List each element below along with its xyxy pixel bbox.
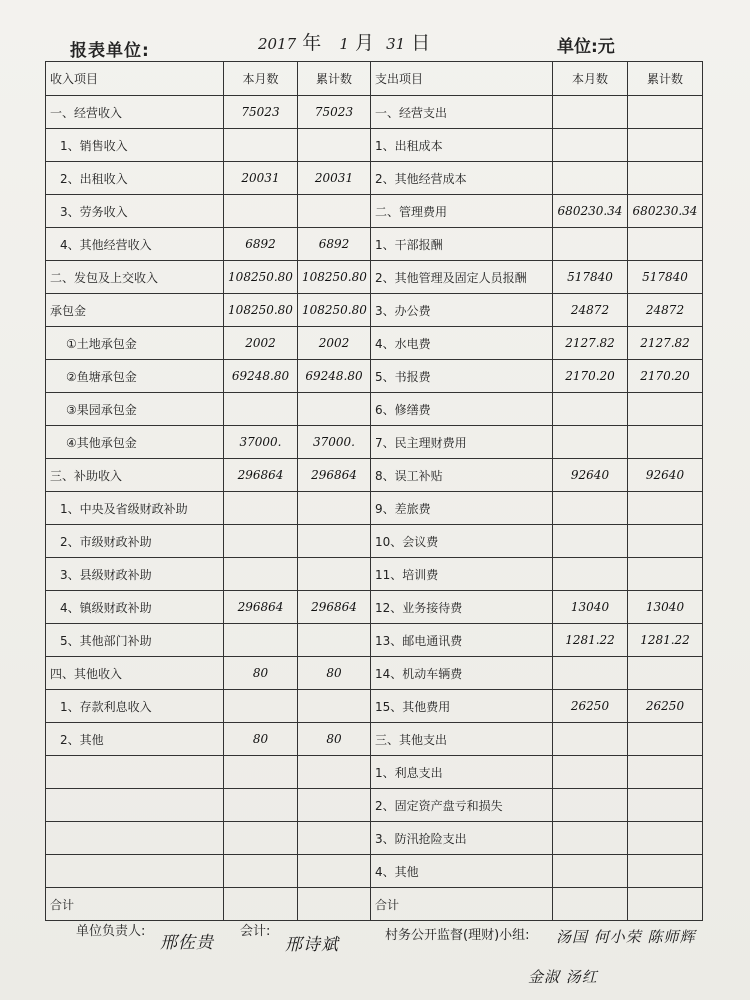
expense-cumulative-cell: 517840: [628, 261, 703, 294]
income-item-cell: ④其他承包金: [46, 426, 224, 459]
income-item-cell: 四、其他收入: [46, 657, 224, 690]
expense-cumulative-cell: [628, 756, 703, 789]
expense-month-cell: [553, 789, 628, 822]
table-row: [46, 393, 703, 426]
expense-item-cell: 2、其他管理及固定人员报酬: [371, 261, 553, 294]
expense-item-cell: 一、经营支出: [371, 96, 553, 129]
income-cumulative-cell: [298, 492, 371, 525]
table-row: [46, 327, 703, 360]
expense-item-cell: 7、民主理财费用: [371, 426, 553, 459]
income-cumulative-cell: 80: [298, 723, 371, 756]
income-item-cell: 1、中央及省级财政补助: [46, 492, 224, 525]
expense-month-cell: [553, 96, 628, 129]
expense-cumulative-cell: [628, 657, 703, 690]
header-cumulative-2: 累计数: [628, 62, 703, 96]
expense-month-cell: [553, 558, 628, 591]
income-cumulative-cell: 6892: [298, 228, 371, 261]
supervision-label: 村务公开监督(理财)小组:: [385, 928, 530, 943]
expense-item-cell: 15、其他费用: [371, 690, 553, 723]
income-month-cell: [224, 789, 298, 822]
expense-month-cell: [553, 855, 628, 888]
table-row: [46, 822, 703, 855]
expense-item-cell: 14、机动车辆费: [371, 657, 553, 690]
income-month-cell: 75023: [224, 96, 298, 129]
report-unit-label: 报表单位:: [70, 41, 150, 61]
income-item-cell: 2、市级财政补助: [46, 525, 224, 558]
expense-month-cell: 24872: [553, 294, 628, 327]
report-date: [258, 28, 430, 55]
year-handwritten: 2017: [258, 35, 297, 53]
income-item-cell: 三、补助收入: [46, 459, 224, 492]
expense-cumulative-cell: [628, 855, 703, 888]
income-month-cell: [224, 393, 298, 426]
income-month-cell: 6892: [224, 228, 298, 261]
income-month-cell: 2002: [224, 327, 298, 360]
income-cumulative-cell: [298, 195, 371, 228]
income-month-cell: 20031: [224, 162, 298, 195]
table-row: [46, 360, 703, 393]
income-cumulative-cell: 37000.: [298, 426, 371, 459]
expense-cumulative-cell: [628, 789, 703, 822]
expense-month-cell: 680230.34: [553, 195, 628, 228]
table-row: [46, 426, 703, 459]
table-row: [46, 591, 703, 624]
expense-cumulative-cell: [628, 492, 703, 525]
expense-month-cell: [553, 822, 628, 855]
income-cumulative-cell: 2002: [298, 327, 371, 360]
income-cumulative-cell: [298, 822, 371, 855]
income-cumulative-cell: [298, 558, 371, 591]
supervision-signatures-2: 金淑 汤红: [528, 968, 598, 986]
income-month-cell: 296864: [224, 459, 298, 492]
expense-cumulative-cell: 24872: [628, 294, 703, 327]
expense-month-cell: 2170.20: [553, 360, 628, 393]
income-month-cell: 108250.80: [224, 294, 298, 327]
expense-month-cell: 26250: [553, 690, 628, 723]
income-month-cell: [224, 558, 298, 591]
income-month-cell: 69248.80: [224, 360, 298, 393]
table-row: [46, 162, 703, 195]
accountant-label: 会计:: [240, 924, 271, 939]
header-month: 本月数: [224, 62, 298, 96]
income-item-cell: 1、销售收入: [46, 129, 224, 162]
expense-item-cell: 11、培训费: [371, 558, 553, 591]
table-row: [46, 261, 703, 294]
expense-item-cell: 1、出租成本: [371, 129, 553, 162]
income-item-cell: [46, 855, 224, 888]
expense-cumulative-cell: 92640: [628, 459, 703, 492]
income-month-cell: 80: [224, 723, 298, 756]
table-row: [46, 789, 703, 822]
income-item-cell: 一、经营收入: [46, 96, 224, 129]
table-row: [46, 228, 703, 261]
income-item-cell: ①土地承包金: [46, 327, 224, 360]
day-handwritten: 31: [386, 35, 406, 53]
expense-month-cell: [553, 723, 628, 756]
table-row: [46, 294, 703, 327]
expense-month-cell: [553, 426, 628, 459]
expense-cumulative-cell: [628, 822, 703, 855]
expense-month-cell: [553, 492, 628, 525]
income-item-cell: 二、发包及上交收入: [46, 261, 224, 294]
income-item-cell: 3、县级财政补助: [46, 558, 224, 591]
table-row: [46, 624, 703, 657]
table-body: [46, 96, 703, 921]
expense-item-cell: 3、防汛抢险支出: [371, 822, 553, 855]
income-item-cell: [46, 756, 224, 789]
expense-month-cell: [553, 756, 628, 789]
accountant-signature: 邢诗斌: [285, 935, 339, 955]
expense-item-cell: 三、其他支出: [371, 723, 553, 756]
table-row: [46, 492, 703, 525]
expense-cumulative-cell: 680230.34: [628, 195, 703, 228]
income-item-cell: 2、其他: [46, 723, 224, 756]
income-cumulative-cell: 296864: [298, 591, 371, 624]
month-char: 月: [354, 32, 374, 54]
expense-cumulative-cell: [628, 129, 703, 162]
income-month-cell: 296864: [224, 591, 298, 624]
expense-item-cell: 6、修缮费: [371, 393, 553, 426]
income-item-cell: [46, 822, 224, 855]
income-expense-table: [45, 61, 703, 921]
expense-item-cell: 12、业务接待费: [371, 591, 553, 624]
expense-cumulative-cell: [628, 393, 703, 426]
income-month-cell: 80: [224, 657, 298, 690]
signature-block: [0, 916, 750, 1000]
income-cumulative-cell: 108250.80: [298, 261, 371, 294]
expense-cumulative-cell: 13040: [628, 591, 703, 624]
income-month-cell: [224, 525, 298, 558]
expense-item-cell: 二、管理费用: [371, 195, 553, 228]
income-month-cell: [224, 690, 298, 723]
table-row: [46, 558, 703, 591]
income-cumulative-cell: [298, 624, 371, 657]
expense-item-cell: 合计: [371, 888, 553, 921]
income-cumulative-cell: 20031: [298, 162, 371, 195]
income-cumulative-cell: [298, 393, 371, 426]
income-cumulative-cell: [298, 789, 371, 822]
table-row: [46, 855, 703, 888]
expense-item-cell: 2、其他经营成本: [371, 162, 553, 195]
income-month-cell: [224, 624, 298, 657]
expense-item-cell: 1、干部报酬: [371, 228, 553, 261]
income-cumulative-cell: 75023: [298, 96, 371, 129]
expense-item-cell: 3、办公费: [371, 294, 553, 327]
income-month-cell: 108250.80: [224, 261, 298, 294]
income-item-cell: 5、其他部门补助: [46, 624, 224, 657]
expense-cumulative-cell: [628, 558, 703, 591]
income-item-cell: 1、存款利息收入: [46, 690, 224, 723]
expense-cumulative-cell: [628, 723, 703, 756]
header-income-item: 收入项目: [46, 62, 224, 96]
income-cumulative-cell: 80: [298, 657, 371, 690]
income-cumulative-cell: [298, 129, 371, 162]
table-row: [46, 690, 703, 723]
income-month-cell: [224, 756, 298, 789]
income-item-cell: 合计: [46, 888, 224, 921]
income-cumulative-cell: [298, 525, 371, 558]
income-item-cell: ②鱼塘承包金: [46, 360, 224, 393]
expense-item-cell: 10、会议费: [371, 525, 553, 558]
income-item-cell: [46, 789, 224, 822]
income-item-cell: 3、劳务收入: [46, 195, 224, 228]
expense-item-cell: 1、利息支出: [371, 756, 553, 789]
report-header: [0, 28, 750, 62]
table-row: [46, 195, 703, 228]
expense-item-cell: 4、水电费: [371, 327, 553, 360]
expense-cumulative-cell: [628, 426, 703, 459]
expense-cumulative-cell: [628, 162, 703, 195]
day-char: 日: [411, 32, 431, 54]
income-month-cell: [224, 492, 298, 525]
expense-month-cell: [553, 525, 628, 558]
income-month-cell: [224, 195, 298, 228]
expense-item-cell: 8、误工补贴: [371, 459, 553, 492]
income-month-cell: 37000.: [224, 426, 298, 459]
table-row: [46, 459, 703, 492]
month-handwritten: 1: [339, 35, 349, 53]
expense-item-cell: 4、其他: [371, 855, 553, 888]
expense-cumulative-cell: 1281.22: [628, 624, 703, 657]
income-cumulative-cell: 69248.80: [298, 360, 371, 393]
expense-month-cell: 1281.22: [553, 624, 628, 657]
income-cumulative-cell: [298, 690, 371, 723]
header-month-2: 本月数: [553, 62, 628, 96]
leader-signature: 邢佐贵: [160, 933, 214, 953]
table-row: [46, 756, 703, 789]
table-row: [46, 525, 703, 558]
expense-month-cell: [553, 129, 628, 162]
expense-cumulative-cell: [628, 228, 703, 261]
income-month-cell: [224, 822, 298, 855]
income-item-cell: 2、出租收入: [46, 162, 224, 195]
year-char: 年: [302, 32, 322, 54]
expense-item-cell: 2、固定资产盘亏和损失: [371, 789, 553, 822]
expense-month-cell: [553, 228, 628, 261]
supervision-signatures-1: 汤国 何小荣 陈师辉: [556, 928, 696, 946]
income-item-cell: 4、镇级财政补助: [46, 591, 224, 624]
table-row: [46, 96, 703, 129]
expense-item-cell: 13、邮电通讯费: [371, 624, 553, 657]
expense-month-cell: 2127.82: [553, 327, 628, 360]
expense-month-cell: [553, 393, 628, 426]
income-month-cell: [224, 129, 298, 162]
expense-month-cell: 92640: [553, 459, 628, 492]
income-item-cell: 4、其他经营收入: [46, 228, 224, 261]
expense-cumulative-cell: 2170.20: [628, 360, 703, 393]
table-header-row: [46, 62, 703, 96]
expense-cumulative-cell: [628, 525, 703, 558]
expense-item-cell: 5、书报费: [371, 360, 553, 393]
expense-month-cell: [553, 657, 628, 690]
expense-cumulative-cell: [628, 96, 703, 129]
income-cumulative-cell: 296864: [298, 459, 371, 492]
income-month-cell: [224, 855, 298, 888]
income-item-cell: ③果园承包金: [46, 393, 224, 426]
table-row: [46, 129, 703, 162]
expense-cumulative-cell: 2127.82: [628, 327, 703, 360]
currency-unit: 单位:元: [557, 37, 615, 57]
income-cumulative-cell: [298, 855, 371, 888]
expense-item-cell: 9、差旅费: [371, 492, 553, 525]
expense-month-cell: 13040: [553, 591, 628, 624]
header-cumulative: 累计数: [298, 62, 371, 96]
expense-month-cell: [553, 162, 628, 195]
leader-label: 单位负责人:: [76, 924, 146, 939]
expense-cumulative-cell: 26250: [628, 690, 703, 723]
expense-month-cell: 517840: [553, 261, 628, 294]
header-expense-item: 支出项目: [371, 62, 553, 96]
income-cumulative-cell: [298, 756, 371, 789]
table-row: [46, 723, 703, 756]
income-cumulative-cell: 108250.80: [298, 294, 371, 327]
table-row: [46, 657, 703, 690]
income-item-cell: 承包金: [46, 294, 224, 327]
